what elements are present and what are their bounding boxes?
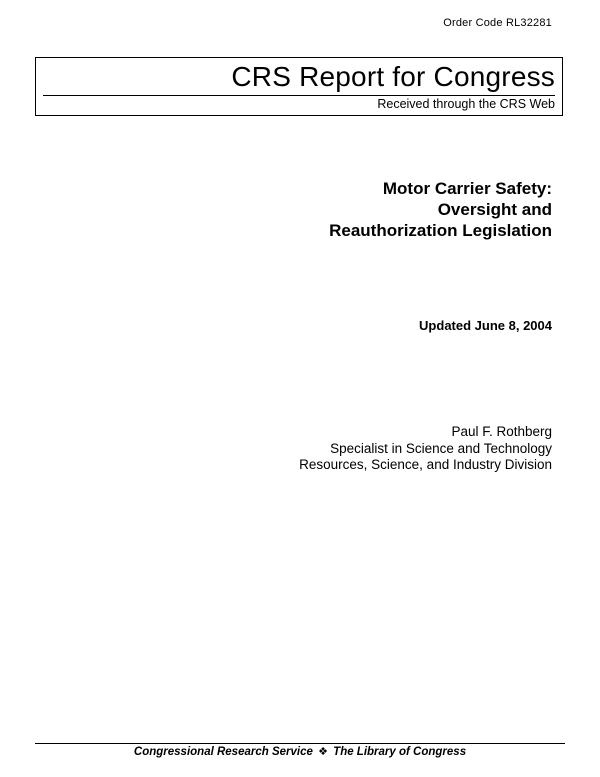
diamond-icon: ❖ <box>318 746 328 758</box>
author-title: Specialist in Science and Technology <box>330 440 552 456</box>
updated-date: Updated June 8, 2004 <box>419 318 552 333</box>
order-code: Order Code RL32281 <box>443 17 552 29</box>
author-name: Paul F. Rothberg <box>451 424 552 439</box>
report-title-line-3: Reauthorization Legislation <box>329 221 552 240</box>
footer-divider <box>35 743 565 744</box>
author-block <box>299 424 552 474</box>
header-subtitle: Received through the CRS Web <box>377 97 555 111</box>
report-header-box <box>35 57 563 116</box>
report-title <box>329 178 552 241</box>
author-division: Resources, Science, and Industry Division <box>299 457 552 472</box>
report-title-line-1: Motor Carrier Safety: <box>382 179 552 198</box>
footer-org: Congressional Research Service <box>133 746 313 758</box>
footer <box>35 745 565 758</box>
header-title: CRS Report for Congress <box>231 61 555 92</box>
report-title-line-2: Oversight and <box>437 200 552 219</box>
footer-library: The Library of Congress <box>333 746 467 758</box>
